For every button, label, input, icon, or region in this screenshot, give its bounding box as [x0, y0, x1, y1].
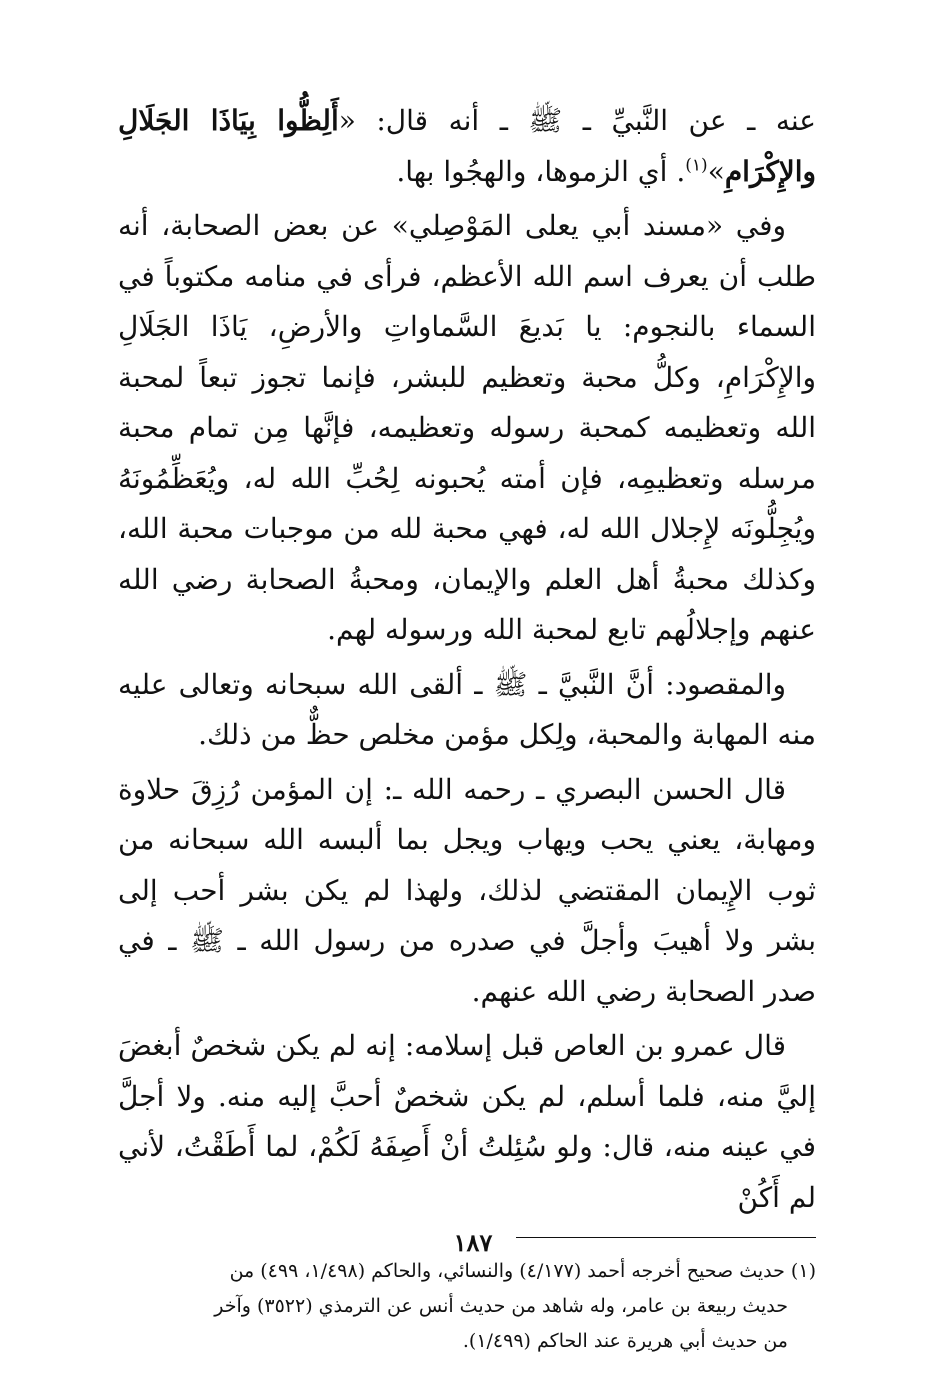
- page-number: ١٨٧: [453, 1228, 493, 1257]
- footnote-line: من حديث أبي هريرة عند الحاكم (١/٤٩٩).: [462, 1330, 788, 1352]
- footnote-line: (١) حديث صحيح أخرجه أحمد (٤/١٧٧) والنسائي، والحاكم (١/٤٩٨، ٤٩٩) من: [229, 1260, 816, 1282]
- paragraph-5: قال عمرو بن العاص قبل إسلامه: إنه لم يكن شخصٌ أبغضَ إليَّ منه، فلما أسلم، لم يكن شخصٌ أحبَّ إليه منه. ولا أجلَّ في عينه منه، قال: ولو سُئِلتُ أنْ أَصِفَهُ لَكُمْ، لما أَطَقْتُ، لأني لم أَكُنْ: [118, 1029, 816, 1214]
- footnote-line: حديث ربيعة بن عامر، وله شاهد من حديث أنس عن الترمذي (٣٥٢٢) وآخر: [214, 1295, 788, 1317]
- paragraph-text: عنه ـ عن النَّبيِّ ـ ﷺ ـ أنه قال: «: [338, 104, 816, 137]
- footnote-reference[interactable]: (١): [685, 155, 708, 176]
- hadith-quote: أَلِظُّوا بِيَاذَا الجَلَالِ والإِكْرَامِ: [118, 104, 816, 188]
- quote-close: »: [707, 154, 725, 188]
- main-text: [118, 96, 816, 1223]
- paragraph-3: والمقصود: أنَّ النَّبيَّ ـ ﷺ ـ ألقى الله سبحانه وتعالى عليه منه المهابة والمحبة، ولِكل مؤمن مخلص حظٌّ من ذلك.: [118, 667, 816, 751]
- paragraph-2: وفي «مسند أبي يعلى المَوْصِلي» عن بعض الصحابة، أنه طلب أن يعرف اسم الله الأعظم، فرأى في منامه مكتوباً في السماء بالنجوم: يا بَديعَ السَّماواتِ والأرضِ، يَاذَا الجَلَالِ والإِكْرَامِ، وكلُّ محبة وتعظيم للبشر، فإنما تجوز تبعاً لمحبة الله وتعظيمه كمحبة رسوله وتعظيمه، فإنَّها مِن تمام محبة مرسله وتعظيمِه، فإن أمته يُحبونه لِحُبِّ الله له، ويُعَظِّمُونَهُ ويُجِلُّونَه لإِجلال الله له، فهي محبة لله من موجبات محبة الله، وكذلك محبةُ أهل العلم والإيمان، ومحبةُ الصحابة رضي الله عنهم وإجلالُهم تابع لمحبة الله ورسوله لهم.: [118, 209, 816, 646]
- paragraph-tail: . أي الزموها، والهجُوا بها.: [396, 154, 686, 188]
- footnotes: [118, 1254, 816, 1359]
- paragraph-4: قال الحسن البصري ـ رحمه الله ـ: إن المؤمن رُزِقَ حلاوة ومهابة، يعني يحب ويهاب ويجل بما ألبسه الله سبحانه من ثوب الإِيمان المقتضي لذلك، ولهذا لم يكن بشر أحب إلى بشر ولا أهيبَ وأجلَّ في صدره من رسول الله ـ ﷺ ـ في صدر الصحابة رضي الله عنهم.: [118, 772, 816, 1008]
- paragraph-1: [118, 96, 816, 197]
